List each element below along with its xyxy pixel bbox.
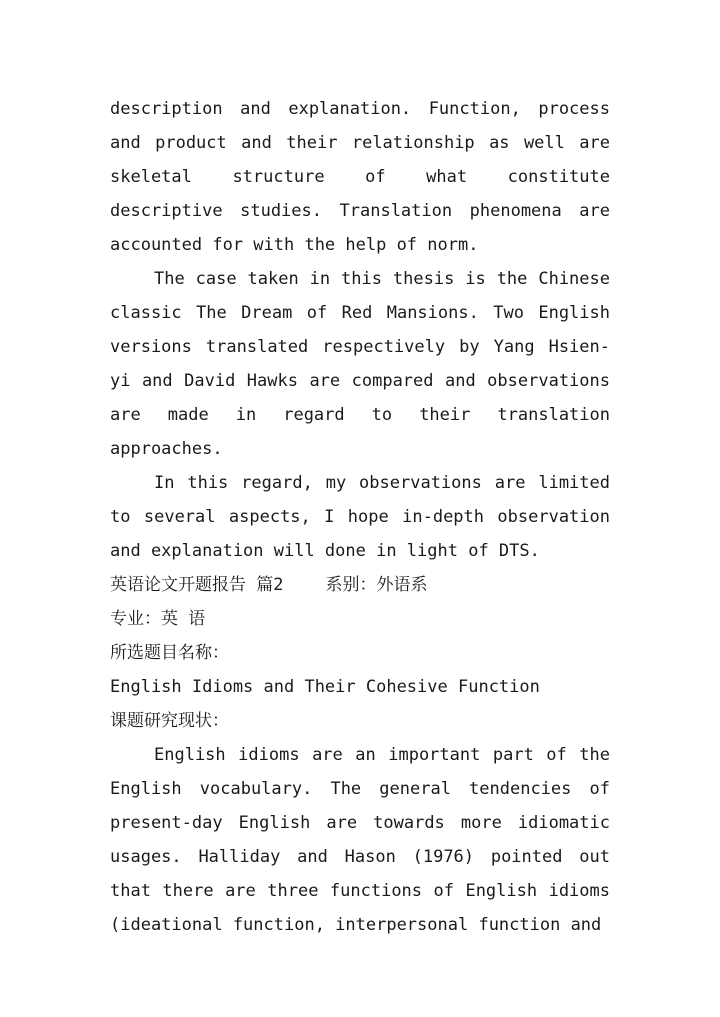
paragraph-observations: In this regard, my observations are limited to several aspects, I hope in-depth observation and explanation will done in light of DTS. bbox=[110, 473, 610, 561]
research-status-label: 课题研究现状： bbox=[110, 711, 229, 731]
report-title: 英语论文开题报告 篇2 bbox=[110, 575, 284, 595]
topic-title: English Idioms and Their Cohesive Function bbox=[110, 677, 540, 697]
paragraph-continued: description and explanation. Function, process and product and their relationship as well are skeletal structure of what constitute descriptive studies. Translation phenomena are accounted for with the help of norm. bbox=[110, 99, 610, 255]
major-label: 专业：英 语 bbox=[110, 609, 206, 629]
paragraph-case-study: The case taken in this thesis is the Chinese classic The Dream of Red Mansions. Two English versions translated respectively by Yang Hsien-yi and David Hawks are compared and observations are made in regard to their translation approaches. bbox=[110, 269, 610, 459]
report-heading bbox=[110, 568, 610, 602]
department-label: 系别：外语系 bbox=[325, 575, 428, 595]
document-body bbox=[110, 92, 610, 942]
topic-label: 所选题目名称： bbox=[110, 643, 229, 663]
paragraph-idioms: English idioms are an important part of the English vocabulary. The general tendencies of present-day English are towards more idiomatic usages. Halliday and Hason (1976) pointed out that there are three functions of English idioms (ideational function, interpersonal function and bbox=[110, 745, 610, 935]
